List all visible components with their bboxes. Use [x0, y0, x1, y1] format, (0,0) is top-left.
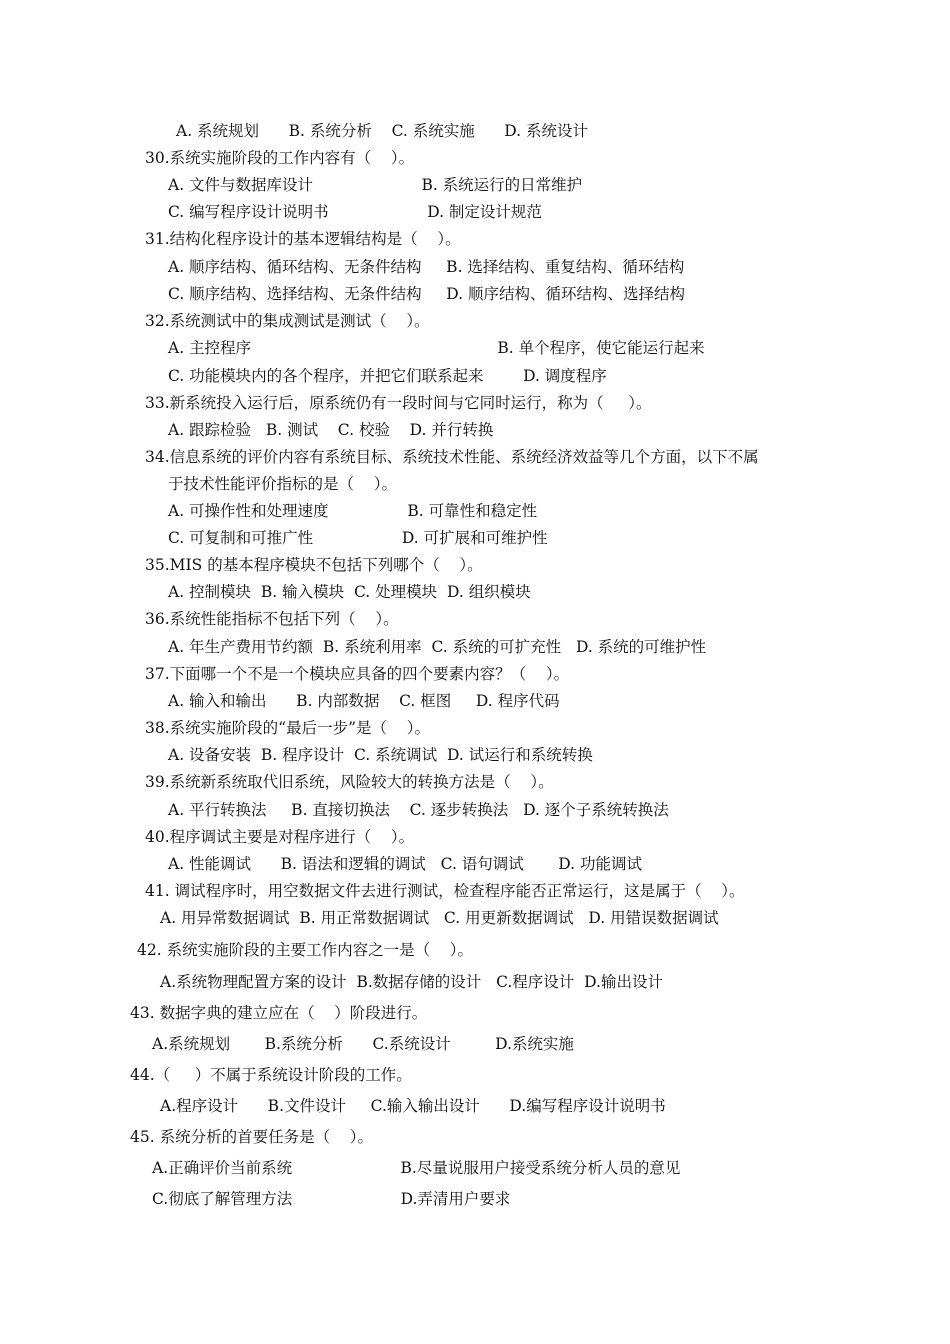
question-30: 30.系统实施阶段的工作内容有（ ）。 [145, 149, 415, 167]
question-35-options: A. 控制模块 B. 输入模块 C. 处理模块 D. 组织模块 [168, 583, 531, 601]
question-40-options: A. 性能调试 B. 语法和逻辑的调试 C. 语句调试 D. 功能调试 [168, 855, 643, 873]
question-40: 40.程序调试主要是对程序进行（ ）。 [145, 828, 415, 846]
question-36: 36.系统性能指标不包括下列（ ）。 [145, 610, 399, 628]
question-34-options-ab: A. 可操作性和处理速度 B. 可靠性和稳定性 [168, 502, 538, 520]
question-37-options: A. 输入和输出 B. 内部数据 C. 框图 D. 程序代码 [168, 692, 560, 710]
question-34: 34.信息系统的评价内容有系统目标、系统技术性能、系统经济效益等几个方面，以下不属 [145, 448, 759, 466]
question-38-options: A. 设备安装 B. 程序设计 C. 系统调试 D. 试运行和系统转换 [168, 746, 593, 764]
question-36-options: A. 年生产费用节约额 B. 系统利用率 C. 系统的可扩充性 D. 系统的可维护性 [168, 638, 707, 656]
question-44-options: A.程序设计 B.文件设计 C.输入输出设计 D.编写程序设计说明书 [160, 1097, 666, 1115]
question-45: 45. 系统分析的首要任务是（ ）。 [130, 1128, 374, 1146]
question-30-options-ab: A. 文件与数据库设计 B. 系统运行的日常维护 [168, 176, 583, 194]
question-31-options-cd: C. 顺序结构、选择结构、无条件结构 D. 顺序结构、循环结构、选择结构 [168, 285, 686, 303]
question-31-options-ab: A. 顺序结构、循环结构、无条件结构 B. 选择结构、重复结构、循环结构 [168, 258, 685, 276]
question-30-options-cd: C. 编写程序设计说明书 D. 制定设计规范 [168, 203, 542, 221]
question-34-continued: 于技术性能评价指标的是（ ）。 [168, 475, 397, 493]
question-43: 43. 数据字典的建立应在（ ）阶段进行。 [130, 1004, 428, 1022]
question-42-options: A.系统物理配置方案的设计 B.数据存储的设计 C.程序设计 D.输出设计 [160, 973, 663, 991]
question-32-options-ab: A. 主控程序 B. 单个程序，使它能运行起来 [168, 339, 705, 357]
question-41-options: A. 用异常数据调试 B. 用正常数据调试 C. 用更新数据调试 D. 用错误数据调试 [160, 909, 719, 927]
question-45-options-cd: C.彻底了解管理方法 D.弄清用户要求 [152, 1190, 511, 1208]
question-43-options: A.系统规划 B.系统分析 C.系统设计 D.系统实施 [152, 1035, 574, 1053]
question-39-options: A. 平行转换法 B. 直接切换法 C. 逐步转换法 D. 逐个子系统转换法 [168, 801, 669, 819]
question-38: 38.系统实施阶段的“最后一步”是（ ）。 [145, 719, 430, 737]
question-33: 33.新系统投入运行后，原系统仍有一段时间与它同时运行，称为（ ）。 [145, 394, 652, 412]
question-34-options-cd: C. 可复制和可推广性 D. 可扩展和可维护性 [168, 529, 548, 547]
question-29-options: A. 系统规划 B. 系统分析 C. 系统实施 D. 系统设计 [176, 122, 589, 140]
question-39: 39.系统新系统取代旧系统，风险较大的转换方法是（ ）。 [145, 773, 554, 791]
question-42: 42. 系统实施阶段的主要工作内容之一是（ ）。 [137, 941, 474, 959]
question-32: 32.系统测试中的集成测试是测试（ ）。 [145, 312, 430, 330]
question-45-options-ab: A.正确评价当前系统 B.尽量说服用户接受系统分析人员的意见 [152, 1159, 681, 1177]
question-31: 31.结构化程序设计的基本逻辑结构是（ ）。 [145, 230, 461, 248]
question-32-options-cd: C. 功能模块内的各个程序，并把它们联系起来 D. 调度程序 [168, 367, 607, 385]
question-44: 44.（ ）不属于系统设计阶段的工作。 [130, 1066, 412, 1084]
question-35: 35.MIS 的基本程序模块不包括下列哪个（ ）。 [145, 556, 483, 574]
question-37: 37.下面哪一个不是一个模块应具备的四个要素内容？（ ）。 [145, 665, 570, 683]
question-33-options: A. 跟踪检验 B. 测试 C. 校验 D. 并行转换 [168, 421, 494, 439]
question-41: 41. 调试程序时，用空数据文件去进行测试，检查程序能否正常运行，这是属于（ ）。 [145, 882, 745, 900]
